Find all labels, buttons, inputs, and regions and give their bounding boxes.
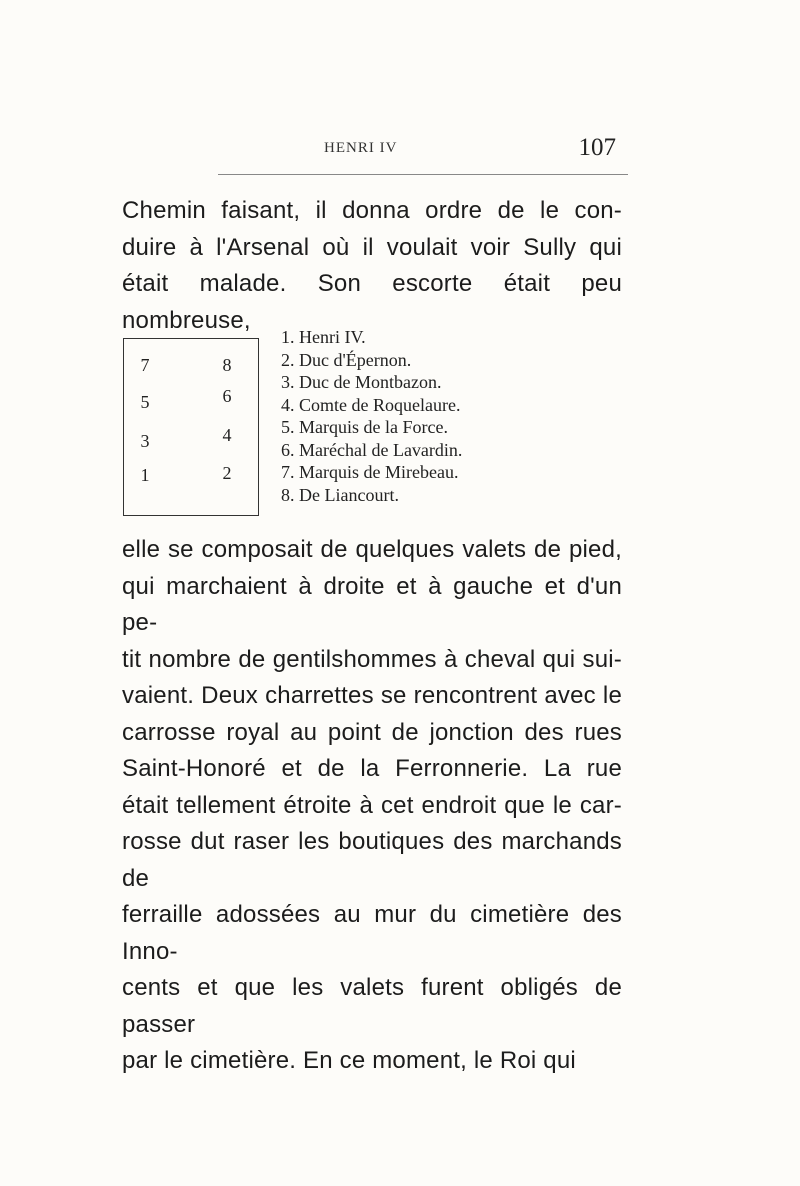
text-line: Saint-Honoré et de la Ferronnerie. La rue	[122, 755, 622, 782]
seat-number: 3	[140, 431, 150, 451]
text-line: était tellement étroite à cet endroit que le car-	[122, 791, 622, 819]
legend-item: 5. Marquis de la Force.	[281, 417, 448, 437]
seating-legend	[281, 326, 462, 506]
text-line: ferraille adossées au mur du cimetière des Inno-	[122, 901, 622, 965]
running-title: HENRI IV	[324, 140, 398, 156]
text-line: était malade. Son escorte était peu nombreuse,	[122, 270, 622, 334]
legend-item: 2. Duc d'Épernon.	[281, 349, 412, 370]
legend-item: 1. Henri IV.	[281, 327, 366, 347]
seat-number: 6	[222, 386, 232, 406]
seat-number: 4	[222, 425, 232, 445]
text-line: duire à l'Arsenal où il voulait voir Sully qui	[122, 233, 622, 261]
paragraph-1	[122, 193, 622, 339]
carriage-seating-diagram	[123, 338, 259, 516]
seat-number: 2	[222, 463, 232, 483]
text-line: carrosse royal au point de jonction des rues	[122, 718, 622, 746]
text-line: par le cimetière. En ce moment, le Roi qui	[122, 1047, 576, 1074]
legend-item: 7. Marquis de Mirebeau.	[281, 462, 459, 482]
legend-item: 3. Duc de Montbazon.	[281, 372, 442, 392]
legend-item: 6. Maréchal de Lavardin.	[281, 439, 463, 460]
seat-number: 1	[140, 465, 150, 485]
text-line: qui marchaient à droite et à gauche et d'un pe-	[122, 572, 622, 636]
text-line: vaient. Deux charrettes se rencontrent avec le	[122, 682, 622, 709]
page-number: 107	[578, 134, 616, 161]
text-line: tit nombre de gentilshommes à cheval qui sui-	[122, 645, 622, 673]
text-line: elle se composait de quelques valets de pied,	[122, 536, 622, 563]
page-header	[218, 134, 628, 175]
carriage-left-side	[123, 339, 124, 515]
text-line: cents et que les valets furent obligés de passer	[122, 974, 622, 1038]
text-line: rosse dut raser les boutiques des marchands de	[122, 828, 622, 892]
paragraph-2	[122, 532, 622, 1080]
seat-number: 5	[140, 392, 150, 412]
legend-item: 4. Comte de Roquelaure.	[281, 394, 461, 415]
text-line: Chemin faisant, il donna ordre de le con-	[122, 197, 622, 224]
legend-item: 8. De Liancourt.	[281, 484, 399, 505]
carriage-right-side	[258, 339, 259, 515]
seat-number: 8	[222, 355, 232, 375]
seat-number: 7	[140, 355, 150, 375]
